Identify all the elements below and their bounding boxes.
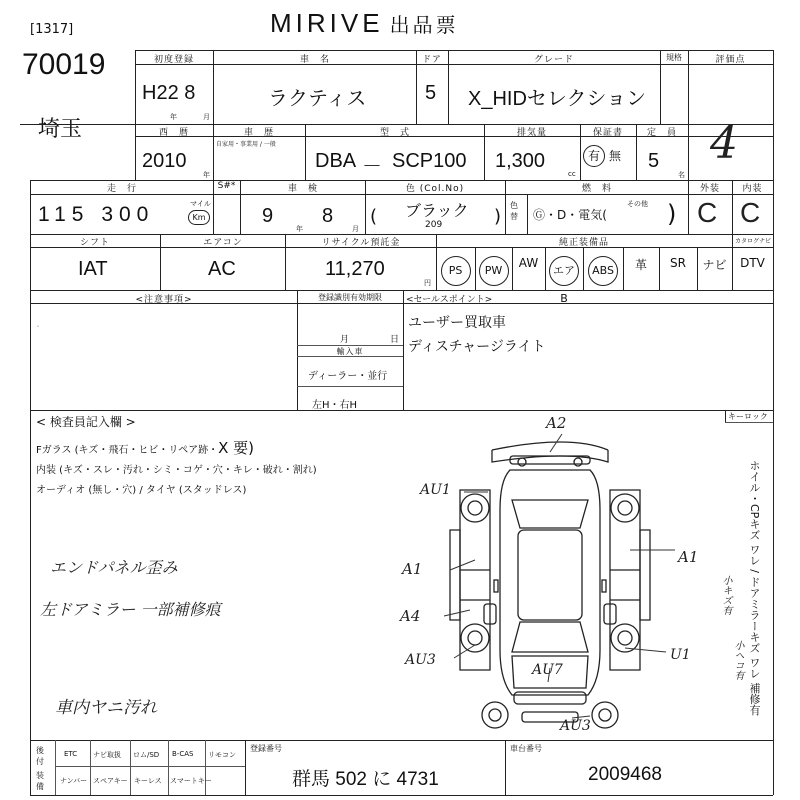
- warranty-no: 無: [609, 149, 622, 163]
- seats-unit: 名: [678, 171, 685, 179]
- color-name: ブラック: [405, 201, 469, 220]
- selling-label: <セールスポイント>: [406, 295, 493, 305]
- mileage-value: 115 300: [38, 203, 155, 226]
- label-seats: 定 員: [646, 128, 677, 138]
- footer-label-bcas: B-CAS: [172, 750, 194, 758]
- label-exterior: 外装: [699, 184, 720, 194]
- form-title: [270, 8, 459, 39]
- fuel-other: その他: [627, 200, 648, 208]
- handle-label: 左H・右H: [312, 400, 358, 411]
- label-aircon: エアコン: [203, 238, 243, 248]
- title-brand: MIRIVE: [270, 8, 384, 38]
- option-circled-label: PW: [479, 256, 509, 286]
- option-circled-label: PS: [441, 256, 471, 286]
- yen-unit: 円: [424, 279, 431, 287]
- handwritten-note-1: エンドパネル歪み: [50, 558, 178, 577]
- option-label: SR: [670, 256, 686, 270]
- grade-value: X_HIDセレクション: [468, 88, 647, 110]
- footer-label-number: ナンバー: [60, 777, 88, 785]
- title-rest: 出品票: [389, 15, 459, 37]
- score-value: 4: [710, 118, 738, 169]
- recolor-label: 色替: [510, 201, 518, 221]
- inspection-year: 9: [262, 205, 274, 227]
- footer-label-retrofit: 後付: [36, 746, 44, 766]
- label-model: 型 式: [379, 128, 410, 138]
- fuel-options: Ⓖ・D・電気(: [533, 208, 607, 222]
- footer-label-remote: リモコン: [208, 751, 236, 759]
- option-2: [512, 256, 545, 270]
- option-5: [623, 256, 659, 273]
- car-name-value: ラクティス: [268, 88, 367, 110]
- label-car-name: 車 名: [299, 55, 330, 65]
- model-dash: －: [362, 156, 382, 178]
- vertical-note: ホイル・CPキズ ワレ / ドアミラーキズ ワレ 補修有: [748, 460, 761, 716]
- history-note: 自家用・事業用 / 一般: [216, 141, 276, 148]
- shift-value: IAT: [78, 258, 108, 280]
- side-mark-2: 小ヘコ有: [732, 640, 743, 680]
- year-unit-2: 年: [203, 171, 210, 179]
- option-3: [545, 256, 583, 305]
- interior-grade: C: [740, 197, 761, 228]
- option-label: AW: [518, 256, 539, 270]
- month-unit: 月: [203, 113, 210, 121]
- footer-label-sparekey: スペアキー: [93, 777, 128, 785]
- model-prefix: DBA: [315, 150, 357, 172]
- deadline-day-unit: 日: [390, 335, 400, 345]
- seats-value: 5: [648, 150, 660, 172]
- diagram-mark-au7: AU7: [532, 662, 563, 678]
- margin-tick-1: ˙: [36, 325, 40, 334]
- import-label: 輸入車: [336, 347, 364, 356]
- inspection-line-fglass: Fガラス (キズ・飛石・ヒビ・リペア跡・X 要): [36, 439, 255, 457]
- handwritten-note-2: 左ドアミラー 一部補修痕: [40, 600, 221, 619]
- selling-point-1: ユーザー買取車: [408, 315, 506, 331]
- diagram-mark-a1-left: A1: [402, 560, 423, 578]
- color-paren-close: ): [494, 206, 502, 227]
- option-label: ナビ: [702, 258, 727, 272]
- warranty-choice: [583, 145, 621, 167]
- exterior-grade: C: [697, 197, 718, 228]
- diagram-mark-a2: A2: [546, 414, 567, 432]
- plate-value: 群馬 502 に 4731: [292, 769, 439, 790]
- footer-label-rom: ロム/SD: [133, 751, 160, 759]
- inspection-title: < 検査員記入欄 >: [36, 415, 136, 429]
- km-unit-circled: Km: [188, 210, 210, 225]
- label-options-extra: カタログナビ: [734, 238, 771, 245]
- label-mileage: 走 行: [106, 184, 137, 194]
- chassis-label: 車台番号: [510, 744, 542, 753]
- footer-label-navi: ナビ取扱: [93, 751, 121, 759]
- option-0: [436, 256, 475, 286]
- label-warranty: 保証書: [592, 128, 623, 138]
- option-label: DTV: [740, 256, 765, 270]
- side-mark-1: 小キズ有: [720, 575, 731, 615]
- footer-label-etc: ETC: [64, 750, 78, 758]
- doors-value: 5: [425, 82, 437, 104]
- displacement-value: 1,300: [495, 150, 546, 172]
- label-history: 車 歴: [243, 128, 274, 138]
- diagram-mark-au3-left: AU3: [405, 652, 436, 668]
- chassis-value: 2009468: [588, 764, 662, 785]
- warranty-yes-circled: 有: [583, 145, 605, 167]
- fuel-paren-close: ): [667, 200, 677, 228]
- recycle-fee: 11,270: [325, 258, 385, 280]
- keylock-label: キーロック: [728, 412, 768, 421]
- label-s-no: S#*: [217, 181, 236, 191]
- option-label: 革: [634, 258, 647, 272]
- region: 埼玉: [38, 117, 83, 142]
- lot-tag: [1317]: [30, 22, 74, 37]
- option-1: [475, 256, 512, 286]
- diagram-mark-a1-right: A1: [678, 548, 699, 566]
- option-4: [583, 256, 623, 286]
- option-circled-label: エアB: [549, 256, 579, 286]
- inspection-line-interior: 内装 (キズ・スレ・汚れ・シミ・コゲ・穴・キレ・破れ・割れ): [36, 465, 317, 476]
- footer-label-keyless: キーレス: [134, 777, 162, 785]
- label-shift: シフト: [79, 238, 110, 248]
- caution-label: <注意事項>: [135, 295, 193, 305]
- year-value: 2010: [142, 150, 187, 172]
- footer-label-equip: 装備: [36, 771, 44, 791]
- footer-label-smartkey: スマートキー: [170, 777, 212, 785]
- option-7: [697, 256, 732, 273]
- fglass-mark: X 要): [218, 439, 255, 457]
- aircon-value: AC: [208, 258, 236, 280]
- label-recycle: リサイクル預託金: [321, 238, 401, 248]
- label-inspection: 車 検: [287, 184, 318, 194]
- diagram-mark-a4: A4: [400, 607, 421, 625]
- color-no: 209: [425, 220, 443, 230]
- label-first-reg: 初度登録: [153, 55, 194, 65]
- label-fuel: 燃 料: [581, 184, 612, 194]
- option-6: [659, 256, 697, 270]
- label-color: 色 (Col.No): [405, 184, 465, 194]
- diagram-mark-u1: U1: [670, 647, 691, 663]
- cc-unit: cc: [568, 170, 576, 178]
- inspection-year-unit: 年: [296, 225, 303, 233]
- diagram-mark-au3-bottom: AU3: [560, 718, 591, 734]
- diagram-rear-spoiler: [492, 442, 608, 450]
- color-paren-open: (: [370, 206, 378, 227]
- label-grade: グレード: [533, 55, 574, 65]
- label-interior: 内装: [742, 184, 763, 194]
- label-era: 西 暦: [158, 128, 189, 138]
- lot-number: 70019: [22, 48, 106, 81]
- inspection-line-audio: オーディオ (無し・穴) / タイヤ (スタッドレス): [36, 485, 247, 496]
- deadline-month-unit: 月: [340, 335, 350, 345]
- first-reg-value: H22 8: [142, 82, 196, 104]
- selling-point-2: ディスチャージライト: [408, 339, 546, 355]
- option-8: [732, 256, 773, 270]
- option-circled-label: ABS: [588, 256, 618, 286]
- mile-unit: マイル: [190, 200, 211, 208]
- diagram-mark-au1: AU1: [420, 482, 451, 498]
- handwritten-note-3: 車内ヤニ汚れ: [55, 698, 157, 718]
- year-unit: 年: [170, 113, 177, 121]
- label-door: ドア: [422, 55, 442, 65]
- inspection-month: 8: [322, 205, 334, 227]
- label-options: 純正装備品: [558, 238, 609, 248]
- label-score: 評価点: [715, 55, 746, 65]
- model-code: SCP100: [392, 150, 467, 172]
- plate-label: 登録番号: [250, 744, 282, 753]
- car-diagram: [430, 420, 720, 740]
- dealer-label: ディーラー・並行: [308, 371, 388, 382]
- label-displacement: 排気量: [516, 128, 547, 138]
- inspection-month-unit: 月: [352, 225, 359, 233]
- label-misc: 規格: [666, 53, 682, 62]
- reg-deadline-label: 登録識別有効期限: [318, 293, 382, 302]
